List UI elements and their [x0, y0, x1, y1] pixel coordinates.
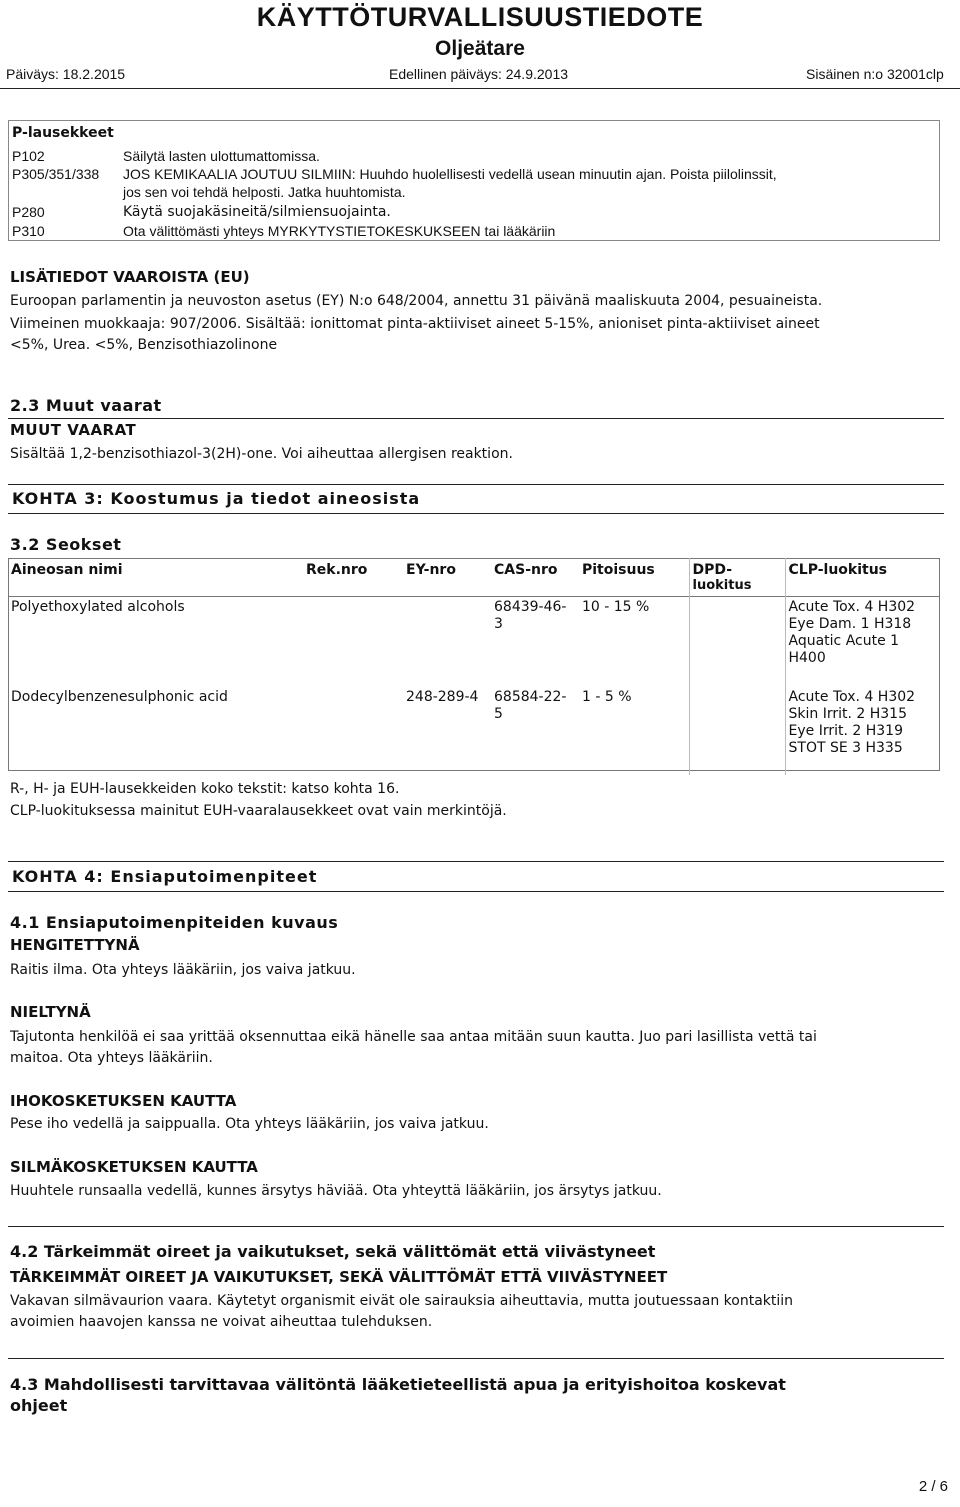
p-text: Säilytä lasten ulottumattomissa.: [123, 148, 320, 164]
dpd-header-line: DPD-: [692, 562, 733, 578]
dpd-header-line: luokitus: [692, 578, 752, 593]
p-code: P310: [12, 223, 45, 239]
revision-date: Päiväys: 18.2.2015: [6, 66, 126, 82]
clp-line: Eye Irrit. 2 H319: [788, 722, 903, 739]
eye-contact-text: Huuhtele runsaalla vedellä, kunnes ärsytys häviää. Ota yhteyttä lääkäriin, jos ärsytys jatkuu.: [10, 1183, 662, 1199]
ingestion-text: maitoa. Ota yhteys lääkäriin.: [10, 1050, 213, 1066]
col-dpd-header: [689, 559, 785, 597]
clp-line: Skin Irrit. 2 H315: [788, 705, 907, 722]
clp-line: Acute Tox. 4 H302: [788, 688, 916, 705]
p-text: Ota välittömästi yhteys MYRKYTYSTIETOKESKUKSEEN tai lääkäriin: [123, 223, 556, 239]
eye-contact-heading: SILMÄKOSKETUKSEN KAUTTA: [10, 1158, 258, 1176]
p-text: Käytä suojakäsineitä/silmiensuojainta.: [123, 204, 391, 220]
section-4-1-title: 4.1 Ensiaputoimenpiteiden kuvaus: [10, 913, 339, 932]
cell-rek: [303, 687, 403, 775]
section-4-title: KOHTA 4: Ensiaputoimenpiteet: [12, 867, 318, 886]
section-2-3-title: 2.3 Muut vaarat: [10, 396, 162, 415]
table-row: [8, 597, 940, 687]
clp-line: Eye Dam. 1 H318: [788, 616, 912, 632]
cell-dpd: [689, 597, 785, 687]
cell-ey: 248-289-4: [406, 688, 479, 705]
document-title: KÄYTTÖTURVALLISUUSTIEDOTE: [256, 2, 704, 32]
header-divider: [0, 88, 960, 89]
cas-line: 68439-46-: [494, 599, 567, 615]
col-pit-header: Pitoisuus: [582, 562, 655, 578]
symptoms-text: avoimien haavojen kanssa ne voivat aiheuttaa tulehduksen.: [10, 1314, 433, 1330]
cell-pit: 10 - 15 %: [582, 599, 650, 615]
internal-number: [806, 66, 944, 82]
section-divider: [8, 484, 944, 485]
section-4-3-title-cont: ohjeet: [10, 1396, 68, 1415]
clp-line: Acute Tox. 4 H302: [788, 599, 916, 615]
cell-cas: [491, 687, 579, 775]
p-text: jos sen voi tehdä helposti. Jatka huuhtomista.: [123, 184, 406, 200]
p-text: JOS KEMIKAALIA JOUTUU SILMIIN: Huuhdo huolellisesti vedellä usean minuutin ajan. Poista piilolinssit,: [123, 166, 777, 182]
other-hazards-heading: MUUT VAARAT: [10, 421, 137, 439]
cell-cas: [491, 597, 579, 687]
cell-ey: [403, 597, 491, 687]
p-code: P280: [12, 204, 45, 220]
cell-clp: [785, 687, 940, 775]
section-divider: [8, 1358, 944, 1359]
cas-line: 5: [494, 705, 503, 722]
skin-contact-heading: IHOKOSKETUKSEN KAUTTA: [10, 1092, 237, 1110]
section-divider: [8, 861, 944, 862]
ingestion-heading: NIELTYNÄ: [10, 1003, 91, 1021]
additional-info-title: LISÄTIEDOT VAAROISTA (EU): [10, 268, 250, 286]
ingestion-text: Tajutonta henkilöä ei saa yrittää oksennuttaa eikä hänelle saa antaa mitään suun kautta. Juo pari lasillista vettä tai: [10, 1029, 817, 1045]
additional-info-line: Viimeinen muokkaaja: 907/2006. Sisältää: ionittomat pinta-aktiiviset aineet 5-15%, anioniset pinta-aktiiviset aineet: [10, 316, 820, 332]
symptoms-heading: TÄRKEIMMÄT OIREET JA VAIKUTUKSET, SEKÄ VÄLITTÖMÄT ETTÄ VIIVÄSTYNEET: [10, 1268, 668, 1286]
section-divider: [8, 513, 944, 514]
section-4-2-title: 4.2 Tärkeimmät oireet ja vaikutukset, sekä välittömät että viivästyneet: [10, 1242, 656, 1261]
clp-line: H400: [788, 650, 826, 666]
cell-dpd: [689, 687, 785, 775]
clp-line: STOT SE 3 H335: [788, 739, 903, 756]
table-note: R-, H- ja EUH-lausekkeiden koko tekstit: katso kohta 16.: [10, 781, 400, 797]
cas-line: 68584-22-: [494, 688, 567, 705]
section-4-3-title: 4.3 Mahdollisesti tarvittavaa välitöntä lääketieteellistä apua ja erityishoitoa koskevat: [10, 1375, 786, 1394]
internal-number-value: 32001clp: [886, 66, 944, 82]
additional-info-line: <5%, Urea. <5%, Benzisothiazolinone: [10, 337, 278, 353]
cell-name: Dodecylbenzenesulphonic acid: [11, 688, 228, 705]
internal-number-label: Sisäinen n:o: [806, 66, 884, 82]
p-statements-title: P-lausekkeet: [12, 125, 114, 141]
table-row: [8, 687, 940, 775]
table-header-row: [8, 559, 940, 597]
inhalation-text: Raitis ilma. Ota yhteys lääkäriin, jos vaiva jatkuu.: [10, 962, 356, 978]
col-clp-header: CLP-luokitus: [785, 559, 940, 597]
skin-contact-text: Pese iho vedellä ja saippualla. Ota yhteys lääkäriin, jos vaiva jatkuu.: [10, 1116, 489, 1132]
previous-date: Edellinen päiväys: 24.9.2013: [389, 66, 569, 82]
composition-table: [8, 558, 940, 775]
p-code: P305/351/338: [12, 166, 100, 182]
section-3-2-title: 3.2 Seokset: [10, 535, 122, 554]
cell-name: Polyethoxylated alcohols: [11, 599, 185, 615]
table-note: CLP-luokituksessa mainitut EUH-vaaralausekkeet ovat vain merkintöjä.: [10, 803, 507, 819]
page-number: 2 / 6: [918, 1478, 948, 1495]
section-3-title: KOHTA 3: Koostumus ja tiedot aineosista: [12, 489, 421, 508]
col-ey-header: EY-nro: [406, 562, 456, 578]
section-divider: [8, 1226, 944, 1227]
cell-rek: [303, 597, 403, 687]
additional-info-line: Euroopan parlamentin ja neuvoston asetus (EY) N:o 648/2004, annettu 31 päivänä maaliskuuta 2004, pesuaineista.: [10, 293, 823, 309]
cell-pit: 1 - 5 %: [582, 688, 632, 705]
p-code: P102: [12, 148, 45, 164]
symptoms-text: Vakavan silmävaurion vaara. Käytetyt organismit eivät ole sairauksia aiheuttavia, mutta joutuessaan kontaktiin: [10, 1293, 794, 1309]
other-hazards-text: Sisältää 1,2-benzisothiazol-3(2H)-one. Voi aiheuttaa allergisen reaktion.: [10, 446, 513, 462]
section-divider: [8, 891, 944, 892]
col-rek-header: Rek.nro: [306, 562, 368, 578]
clp-line: Aquatic Acute 1: [788, 633, 900, 649]
cell-clp: [785, 597, 940, 687]
col-name-header: Aineosan nimi: [11, 562, 123, 578]
cas-line: 3: [494, 616, 503, 632]
col-cas-header: CAS-nro: [494, 562, 558, 578]
section-divider: [8, 418, 944, 419]
inhalation-heading: HENGITETTYNÄ: [10, 936, 140, 954]
product-name: Oljeätare: [435, 37, 525, 60]
